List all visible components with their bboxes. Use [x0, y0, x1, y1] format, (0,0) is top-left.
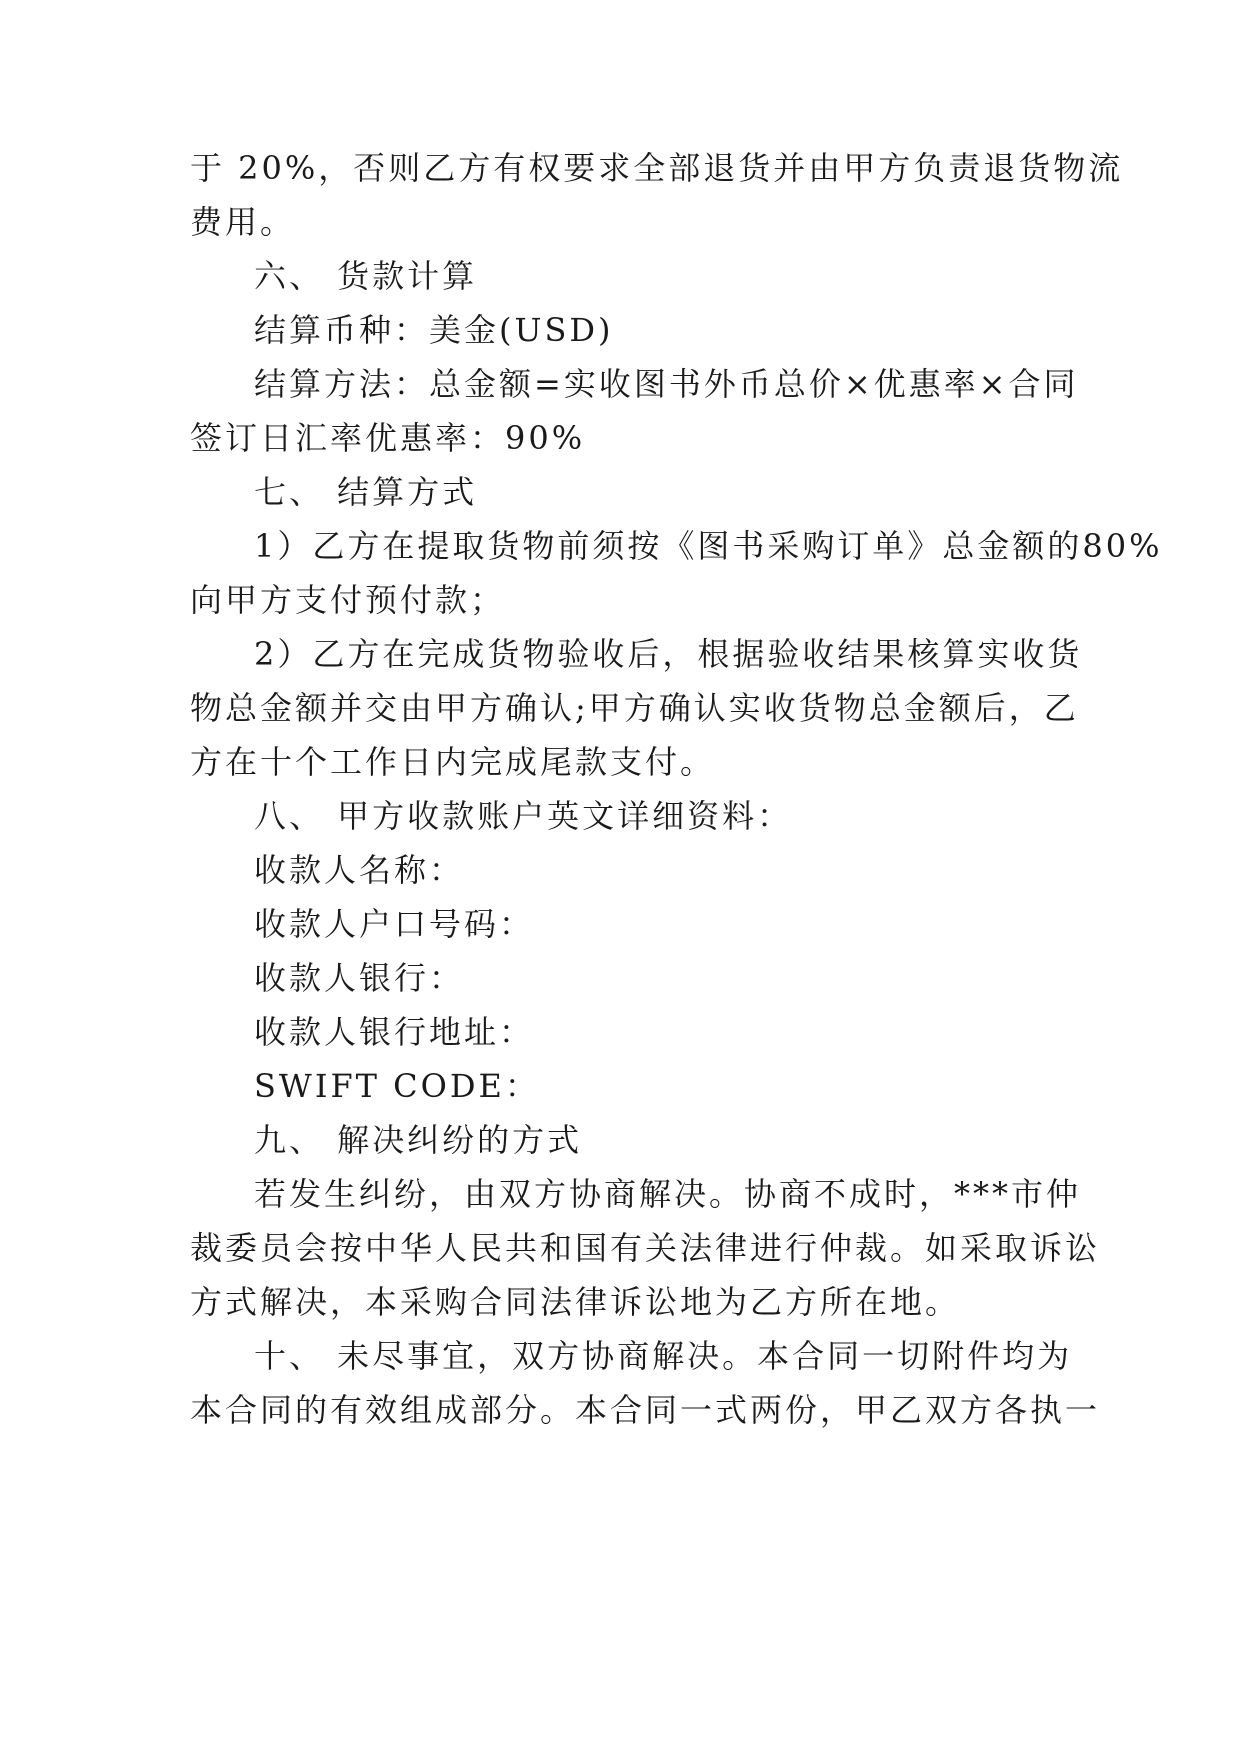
paragraph-line: 结算币种：美金(USD) [254, 311, 614, 349]
section-heading: 六、 货款计算 [254, 257, 478, 295]
paragraph-line: 费用。 [190, 203, 296, 241]
paragraph-line: 裁委员会按中华人民共和国有关法律进行仲裁。如采取诉讼 [190, 1229, 1101, 1267]
section-heading: 八、 甲方收款账户英文详细资料： [254, 797, 793, 835]
paragraph-line: 方在十个工作日内完成尾款支付。 [190, 743, 716, 781]
section-heading: 七、 结算方式 [254, 473, 478, 511]
paragraph-line: 本合同的有效组成部分。本合同一式两份，甲乙双方各执一 [190, 1391, 1101, 1429]
paragraph-line: SWIFT CODE： [254, 1067, 540, 1105]
paragraph-line: 于 20%，否则乙方有权要求全部退货并由甲方负责退货物流 [190, 149, 1124, 187]
paragraph-line: 物总金额并交由甲方确认;甲方确认实收货物总金额后，乙 [190, 689, 1079, 727]
paragraph-line: 1）乙方在提取货物前须按《图书采购订单》总金额的80% [254, 527, 1163, 565]
paragraph-line: 若发生纠纷，由双方协商解决。协商不成时，***市仲 [254, 1175, 1082, 1213]
paragraph-line: 方式解决，本采购合同法律诉讼地为乙方所在地。 [190, 1283, 961, 1321]
paragraph-line: 收款人银行地址： [254, 1013, 535, 1051]
paragraph-line: 结算方法：总金额=实收图书外币总价×优惠率×合同 [254, 365, 1079, 403]
paragraph-line: 向甲方支付预付款； [190, 581, 506, 619]
paragraph-line: 签订日汇率优惠率：90% [190, 419, 586, 457]
paragraph-line: 2）乙方在完成货物验收后，根据验收结果核算实收货 [254, 635, 1083, 673]
paragraph-line: 收款人名称： [254, 851, 465, 889]
paragraph-line: 十、 未尽事宜，双方协商解决。本合同一切附件均为 [254, 1337, 1073, 1375]
paragraph-line: 收款人银行： [254, 959, 465, 997]
section-heading: 九、 解决纠纷的方式 [254, 1121, 583, 1159]
paragraph-line: 收款人户口号码： [254, 905, 535, 943]
